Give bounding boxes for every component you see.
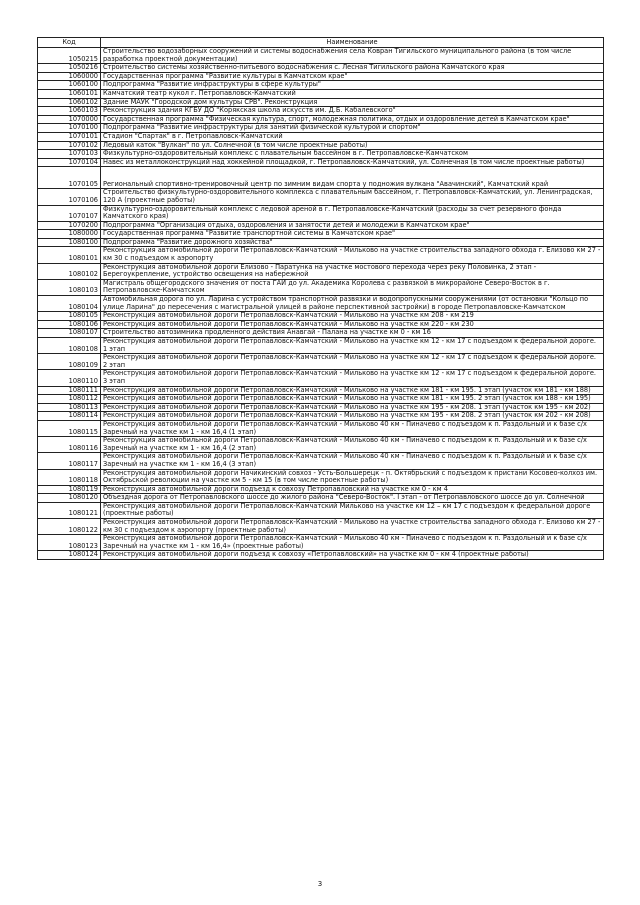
program-code-table [37,37,604,560]
table-row [38,437,604,453]
table-row [38,395,604,404]
row-name: Реконструкция автомобильной дороги Петропавловск-Камчатский - Мильково 40 км - Пиначево с подъездом к п. Раздольный и к базе с/х Заречный на участке км 1 - км 16,4» (проектные работы) [101,535,604,551]
table-body [38,48,604,560]
row-name: Подпрограмма "Развитие инфраструктуры в сфере культуры" [101,81,604,90]
row-code: 1080122 [38,519,101,535]
row-code: 1080106 [38,320,101,329]
row-name: Стадион "Спартак" в г. Петропавловск-Камчатский [101,132,604,141]
row-code: 1080109 [38,354,101,370]
row-name: Реконструкция автомобильной дороги Петропавловск-Камчатский - Мильково на участке км 12 - км 17 с подъездом к федеральной дороге. 3 этап [101,370,604,386]
row-name: Ледовый каток "Вулкан" по ул. Солнечной (в том числе проектные работы) [101,141,604,150]
table-row [38,338,604,354]
page-number: 3 [317,880,323,888]
row-code: 1080105 [38,312,101,321]
row-name: Реконструкция автомобильной дороги Начикинский совхоз - Усть-Большерецк - п. Октябрьский с подъездом к пристани Косовео-колхоз им. Октябрьской революции на участке км 5 - км 15 (в том числе проектные работы) [101,469,604,485]
table-row [38,453,604,469]
table-row [38,420,604,436]
row-code: 1080103 [38,279,101,295]
row-code: 1070101 [38,132,101,141]
table-row [38,354,604,370]
row-name: Реконструкция автомобильной дороги Петропавловск-Камчатский - Мильково 40 км - Пиначево с подъездом к п. Раздольный и к базе с/х Заречный на участке км 1 - км 16,4 (2 этап) [101,437,604,453]
row-name: Подпрограмма "Развитие дорожного хозяйства" [101,238,604,247]
row-code: 1080110 [38,370,101,386]
table-row [38,64,604,73]
table-row [38,205,604,221]
row-code: 1080101 [38,247,101,263]
row-name: Автомобильная дорога по ул. Ларина с устройством транспортной развязки и водопропускными сооружениями (от остановки "Кольцо по улице Ларина" до пересечения с магистральной улицей в районе перспективной застройки) в городе Петропавловске-Камчатском [101,296,604,312]
row-code: 1080123 [38,535,101,551]
row-code: 1080000 [38,230,101,239]
row-code: 1080112 [38,395,101,404]
row-code: 1080108 [38,338,101,354]
row-name: Реконструкция автомобильной дороги Петропавловск-Камчатский - Мильково на участке км 12 - км 17 с подъездом к федеральной дороге. 1 этап [101,338,604,354]
row-code: 1080124 [38,551,101,560]
row-name: Физкультурно-оздоровительный комплекс с плавательным бассейном в г. Петропавловске-Камчатском [101,150,604,159]
table-row [38,519,604,535]
row-code: 1080117 [38,453,101,469]
row-code: 1080119 [38,485,101,494]
row-code: 1050216 [38,64,101,73]
table-row [38,296,604,312]
row-name: Реконструкция здания КГБУ ДО "Корякская школа искусств им. Д.Б. Кабалевского" [101,107,604,116]
row-name: Навес из металлоконструкций над хоккейной площадкой, г. Петропавловск-Камчатский, ул. Солнечная (в том числе проектные работы) [101,158,604,167]
table-row [38,370,604,386]
table-row [38,189,604,205]
table-row [38,279,604,295]
row-name: Реконструкция автомобильной дороги Елизово - Паратунка на участке мостового перехода через реку Половинка, 2 этап - Берегоукрепление, устройство освещения на набережной [101,263,604,279]
row-code: 1080104 [38,296,101,312]
row-name: Реконструкция автомобильной дороги Петропавловск-Камчатский - Мильково на участке км 181 - км 195. 2 этап (участок км 188 - км 195) [101,395,604,404]
row-name: Реконструкция автомобильной дороги Петропавловск-Камчатский - Мильково на участке км 12 - км 17 с подъездом к федеральной дороге. 2 этап [101,354,604,370]
table-row [38,150,604,159]
row-name: Магистраль общегородского значения от поста ГАИ до ул. Академика Королева с развязкой в микрорайоне Северо-Восток в г. Петропавловске-Камчатском [101,279,604,295]
row-name: Реконструкция автомобильной дороги подъезд к совхозу Петропавловский на участке км 0 - км 4 [101,485,604,494]
row-name: Реконструкция автомобильной дороги Петропавловск-Камчатский - Мильково на участке км 208 - км 219 [101,312,604,321]
row-name: Реконструкция автомобильной дороги Петропавловск-Камчатский Мильково на участке км 12 – км 17 с подъездом к федеральной дороге (проектные работы) [101,502,604,518]
row-name: Реконструкция автомобильной дороги Петропавловск-Камчатский - Мильково на участке строительства западного обхода г. Елизово км 27 - км 30 с подъездом к аэропорту [101,247,604,263]
row-code: 1080100 [38,238,101,247]
table-row [38,263,604,279]
row-code: 1080107 [38,329,101,338]
row-code: 1060103 [38,107,101,116]
row-code: 1070107 [38,205,101,221]
table-row [38,158,604,167]
row-code: 1080116 [38,437,101,453]
table-row [38,247,604,263]
row-name: Объездная дорога от Петропавловского шоссе до жилого района "Северо-Восток". I этап - от Петропавловского шоссе до ул. Солнечной [101,494,604,503]
row-name: Реконструкция автомобильной дороги Петропавловск-Камчатский - Мильково на участке км 181 - км 195. 1 этап (участок км 181 - км 188) [101,386,604,395]
table-row [38,89,604,98]
row-name: Строительство автозимника продленного действия Анавгай - Палана на участке км 0 - км 16 [101,329,604,338]
column-header-code: Код [38,38,101,48]
row-code: 1080120 [38,494,101,503]
row-name: Строительство водозаборных сооружений и системы водоснабжения села Ковран Тигильского муниципального района (в том числе разработка проектной документации) [101,48,604,64]
table-row [38,535,604,551]
row-name: Региональный спортивно-тренировочный центр по зимним видам спорта у подножия вулкана "Авачинский", Камчатский край [101,167,604,189]
row-name: Реконструкция автомобильной дороги Петропавловск-Камчатский - Мильково на участке км 195 - км 208. 2 этап (участок км 202 - км 208) [101,412,604,421]
row-code: 1050215 [38,48,101,64]
row-code: 1060000 [38,72,101,81]
table-row [38,469,604,485]
row-code: 1060102 [38,98,101,107]
row-code: 1070103 [38,150,101,159]
row-code: 1070106 [38,189,101,205]
row-code: 1080114 [38,412,101,421]
row-name: Строительство физкультурно-оздоровительного комплекса с плавательным бассейном, г. Петропавловск-Камчатский, ул. Ленинградская, 120 А (проектные работы) [101,189,604,205]
row-code: 1070105 [38,167,101,189]
row-code: 1080118 [38,469,101,485]
row-name: Реконструкция автомобильной дороги Петропавловск-Камчатский - Мильково на участке км 195 - км 208. 1 этап (участок км 195 - км 202) [101,403,604,412]
row-code: 1080121 [38,502,101,518]
row-name: Физкультурно-оздоровительный комплекс с ледовой ареной в г. Петропавловске-Камчатский (расходы за счет резервного фонда Камчатского края) [101,205,604,221]
row-name: Государственная программа "Развитие транспортной системы в Камчатском крае" [101,230,604,239]
row-name: Государственная программа "Физическая культура, спорт, молодежная политика, отдых и оздоровление детей в Камчатском крае" [101,115,604,124]
table-row [38,132,604,141]
column-header-name: Наименование [101,38,604,48]
row-name: Подпрограмма "Развитие инфраструктуры для занятий физической культурой и спортом" [101,124,604,133]
row-code: 1070100 [38,124,101,133]
row-name: Строительство системы хозяйственно-питьевого водоснабжения с. Лесная Тигильского района Камчатского края [101,64,604,73]
row-name: Реконструкция автомобильной дороги Петропавловск-Камчатский - Мильково 40 км - Пиначево с подъездом к п. Раздольный и к базе с/х Заречный на участке км 1 - км 16,4 (3 этап) [101,453,604,469]
row-code: 1070104 [38,158,101,167]
row-name: Камчатский театр кукол г. Петропавловск-Камчатский [101,89,604,98]
row-code: 1070000 [38,115,101,124]
document-page [37,37,603,560]
row-code: 1080102 [38,263,101,279]
row-code: 1070200 [38,221,101,230]
table-row [38,107,604,116]
row-code: 1080113 [38,403,101,412]
table-row [38,502,604,518]
table-row [38,167,604,189]
table-row [38,551,604,560]
row-name: Реконструкция автомобильной дороги Петропавловск-Камчатский - Мильково на участке км 220 - км 230 [101,320,604,329]
table-header-row [38,38,604,48]
row-name: Реконструкция автомобильной дороги Петропавловск-Камчатский - Мильково на участке строительства западного обхода г. Елизово км 27 - км 30 с подъездом к аэропорту (проектные работы) [101,519,604,535]
row-name: Подпрограмма "Организация отдыха, оздоровления и занятости детей и молодежи в Камчатском крае" [101,221,604,230]
row-code: 1080115 [38,420,101,436]
row-code: 1080111 [38,386,101,395]
row-code: 1060100 [38,81,101,90]
row-code: 1060101 [38,89,101,98]
row-name: Государственная программа "Развитие культуры в Камчатском крае" [101,72,604,81]
row-name: Реконструкция автомобильной дороги подъезд к совхозу «Петропавловский» на участке км 0 - км 4 (проектные работы) [101,551,604,560]
table-row [38,48,604,64]
row-code: 1070102 [38,141,101,150]
row-name: Здание МАУК "Городской дом культуры СРВ". Реконструкция [101,98,604,107]
row-name: Реконструкция автомобильной дороги Петропавловск-Камчатский - Мильково 40 км - Пиначево с подъездом к п. Раздольный и к базе с/х Заречный на участке км 1 - км 16,4 (1 этап) [101,420,604,436]
